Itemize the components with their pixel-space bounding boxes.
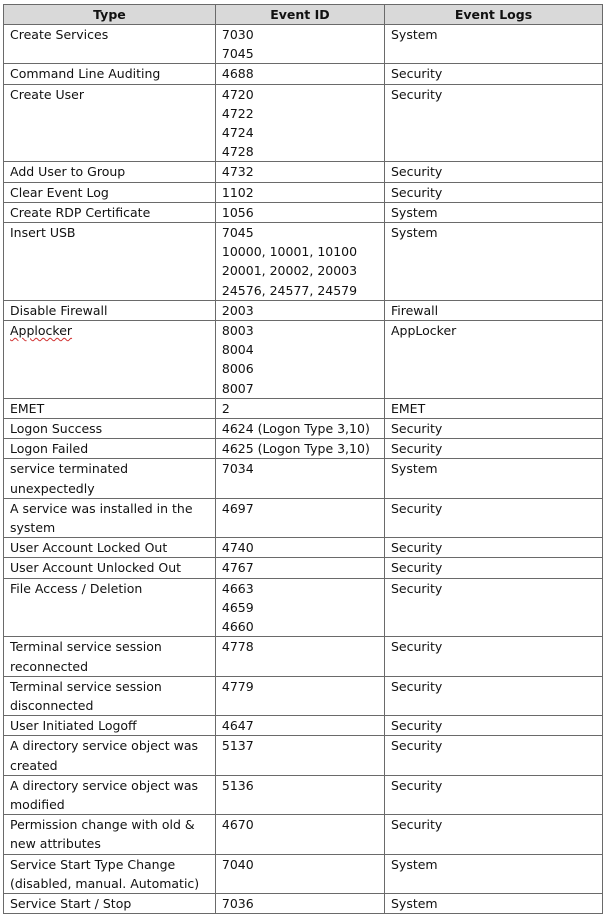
event-log-cell: [384, 321, 602, 399]
event-id-cell: [215, 637, 384, 676]
type-cell-line: Service Start Type Change: [10, 856, 176, 872]
header-row: [4, 5, 603, 25]
type-cell-line: created: [10, 757, 58, 773]
type-cell-line: unexpectedly: [10, 480, 95, 496]
event-log-cell-line: Security: [390, 441, 443, 457]
event-id-cell-line: 4720: [221, 86, 254, 102]
event-log-cell: [384, 459, 602, 498]
event-log-cell-line: Security: [390, 738, 443, 754]
type-cell: [4, 300, 216, 320]
event-id-cell: [215, 775, 384, 814]
event-id-cell-line: 4670: [221, 817, 254, 833]
event-log-cell: [384, 419, 602, 439]
event-log-cell-line: Security: [390, 184, 443, 200]
event-log-cell-line: Security: [390, 777, 443, 793]
table-body: [4, 25, 603, 914]
table-row: [4, 558, 603, 578]
event-log-cell: [384, 893, 602, 913]
event-id-cell-line: 4659: [221, 599, 254, 615]
type-cell: [4, 854, 216, 893]
type-cell-line: modified: [10, 796, 65, 812]
table-row: [4, 538, 603, 558]
type-cell: [4, 893, 216, 913]
event-id-cell-line: 7045: [221, 46, 254, 62]
event-log-cell-line: System: [390, 461, 438, 477]
type-cell-line: Create RDP Certificate: [10, 204, 151, 220]
event-log-cell: [384, 578, 602, 637]
event-id-cell-line: 4779: [221, 678, 254, 694]
table-row: [4, 736, 603, 775]
event-log-cell: [384, 736, 602, 775]
type-cell-line: reconnected: [10, 658, 89, 674]
event-id-cell: [215, 439, 384, 459]
event-id-cell-line: 4688: [221, 66, 254, 82]
event-id-cell-line: 1056: [221, 204, 254, 220]
type-cell-line: A directory service object was: [10, 738, 199, 754]
event-log-cell-line: Security: [390, 540, 443, 556]
type-cell: [4, 439, 216, 459]
event-id-cell: [215, 182, 384, 202]
table-row: [4, 182, 603, 202]
type-cell-line: Terminal service session: [10, 678, 162, 694]
event-id-cell-line: 4724: [221, 125, 254, 141]
event-id-cell-line: 5136: [221, 777, 254, 793]
type-cell: [4, 498, 216, 537]
event-log-cell-line: Security: [390, 66, 443, 82]
table-row: [4, 300, 603, 320]
event-log-cell-line: System: [390, 895, 438, 911]
type-cell-line: Permission change with old &: [10, 817, 195, 833]
event-id-cell-line: 7040: [221, 856, 254, 872]
event-id-cell: [215, 223, 384, 301]
header-event-logs: Event Logs: [384, 5, 602, 25]
type-cell-line: Applocker: [10, 323, 73, 339]
event-log-cell-line: Security: [390, 817, 443, 833]
event-id-cell-line: 4663: [221, 580, 254, 596]
type-cell-line: Logon Failed: [10, 441, 89, 457]
type-cell: [4, 716, 216, 736]
table-row: [4, 64, 603, 84]
event-log-cell-line: Security: [390, 500, 443, 516]
event-table: [3, 4, 603, 914]
type-cell: [4, 736, 216, 775]
event-log-cell-line: AppLocker: [390, 323, 457, 339]
table-row: [4, 775, 603, 814]
event-id-cell-line: 8004: [221, 342, 254, 358]
header-event-id: Event ID: [215, 5, 384, 25]
event-id-cell: [215, 202, 384, 222]
table-row: [4, 854, 603, 893]
type-cell: [4, 775, 216, 814]
table-row: [4, 321, 603, 399]
table-header: [4, 5, 603, 25]
event-id-cell-line: 1102: [221, 184, 254, 200]
event-log-cell-line: Security: [390, 560, 443, 576]
table-row: [4, 716, 603, 736]
event-log-cell-line: System: [390, 225, 438, 241]
event-id-cell-line: 7036: [221, 895, 254, 911]
type-cell: [4, 538, 216, 558]
type-cell-line: Insert USB: [10, 225, 76, 241]
type-cell-line: Disable Firewall: [10, 302, 108, 318]
type-cell-line: Add User to Group: [10, 164, 126, 180]
event-id-cell-line: 4722: [221, 105, 254, 121]
type-cell: [4, 202, 216, 222]
type-cell-line: Service Start / Stop: [10, 895, 132, 911]
event-id-cell: [215, 300, 384, 320]
table-row: [4, 578, 603, 637]
event-id-cell: [215, 321, 384, 399]
table-row: [4, 25, 603, 64]
type-cell-line: EMET: [10, 400, 45, 416]
event-id-cell-line: 2: [221, 400, 230, 416]
header-type: Type: [4, 5, 216, 25]
type-cell-line: A service was installed in the: [10, 500, 193, 516]
event-id-cell-line: 2003: [221, 302, 254, 318]
type-cell: [4, 815, 216, 854]
event-id-cell: [215, 815, 384, 854]
event-id-cell: [215, 25, 384, 64]
type-cell: [4, 419, 216, 439]
event-log-cell: [384, 162, 602, 182]
table-row: [4, 459, 603, 498]
event-log-cell: [384, 439, 602, 459]
type-cell-line: disconnected: [10, 697, 94, 713]
event-log-cell-line: Security: [390, 421, 443, 437]
event-log-cell: [384, 815, 602, 854]
event-id-cell-line: 4767: [221, 560, 254, 576]
event-id-cell: [215, 162, 384, 182]
event-id-cell-line: 10000, 10001, 10100: [221, 244, 358, 260]
type-cell-line: A directory service object was: [10, 777, 199, 793]
event-id-cell-line: 7030: [221, 27, 254, 42]
type-cell: [4, 637, 216, 676]
type-cell: [4, 25, 216, 64]
event-log-cell: [384, 637, 602, 676]
event-log-cell: [384, 716, 602, 736]
event-id-cell-line: 4625 (Logon Type 3,10): [221, 441, 370, 457]
table-row: [4, 202, 603, 222]
type-cell: [4, 162, 216, 182]
type-cell-line: Terminal service session: [10, 639, 162, 655]
event-id-cell-line: 4728: [221, 144, 254, 160]
event-log-cell: [384, 558, 602, 578]
event-id-cell-line: 4624 (Logon Type 3,10): [221, 421, 370, 437]
table-row: [4, 893, 603, 913]
type-cell-line: system: [10, 520, 56, 536]
event-id-cell: [215, 538, 384, 558]
table-row: [4, 162, 603, 182]
event-log-cell: [384, 398, 602, 418]
event-id-cell: [215, 676, 384, 715]
type-cell: [4, 182, 216, 202]
type-cell: [4, 398, 216, 418]
event-id-cell: [215, 498, 384, 537]
event-log-cell: [384, 84, 602, 162]
type-cell: [4, 64, 216, 84]
event-id-cell-line: 8007: [221, 380, 254, 396]
type-cell: [4, 223, 216, 301]
type-cell-line: (disabled, manual. Automatic): [10, 875, 200, 891]
event-log-cell-line: System: [390, 204, 438, 220]
table-row: [4, 815, 603, 854]
table-row: [4, 637, 603, 676]
event-log-cell: [384, 182, 602, 202]
type-cell: [4, 676, 216, 715]
event-id-cell: [215, 398, 384, 418]
type-cell-line: User Account Unlocked Out: [10, 560, 182, 576]
event-id-cell-line: 4778: [221, 639, 254, 655]
type-cell: [4, 321, 216, 399]
table-row: [4, 498, 603, 537]
event-log-cell-line: Firewall: [390, 302, 439, 318]
event-log-cell: [384, 223, 602, 301]
event-log-cell: [384, 64, 602, 84]
event-log-cell-line: Security: [390, 86, 443, 102]
table-row: [4, 84, 603, 162]
type-cell-line: Clear Event Log: [10, 184, 109, 200]
event-id-cell: [215, 459, 384, 498]
event-log-cell-line: Security: [390, 678, 443, 694]
table-row: [4, 419, 603, 439]
event-id-cell-line: 8006: [221, 361, 254, 377]
event-id-cell-line: 20001, 20002, 20003: [221, 263, 358, 279]
event-id-cell-line: 5137: [221, 738, 254, 754]
type-cell-line: service terminated: [10, 461, 129, 477]
type-cell: [4, 558, 216, 578]
event-log-cell-line: Security: [390, 718, 443, 734]
event-id-cell-line: 7045: [221, 225, 254, 241]
event-id-cell: [215, 716, 384, 736]
event-id-cell: [215, 419, 384, 439]
event-id-cell-line: 4697: [221, 500, 254, 516]
type-cell-line: new attributes: [10, 836, 101, 852]
event-id-cell: [215, 854, 384, 893]
event-log-cell-line: Security: [390, 639, 443, 655]
table-row: [4, 676, 603, 715]
type-cell-line: User Initiated Logoff: [10, 718, 137, 734]
event-log-cell: [384, 854, 602, 893]
type-cell-line: Create User: [10, 86, 84, 102]
event-id-cell: [215, 84, 384, 162]
event-log-cell-line: System: [390, 27, 438, 42]
event-id-cell-line: 4732: [221, 164, 254, 180]
table-row: [4, 223, 603, 301]
event-log-cell: [384, 25, 602, 64]
type-cell-line: Create Services: [10, 27, 109, 42]
event-id-cell: [215, 64, 384, 84]
type-cell: [4, 84, 216, 162]
event-id-cell-line: 8003: [221, 323, 254, 339]
event-id-cell-line: 24576, 24577, 24579: [221, 282, 358, 298]
event-log-cell: [384, 498, 602, 537]
event-log-cell-line: EMET: [390, 400, 426, 416]
type-cell: [4, 459, 216, 498]
type-cell-line: File Access / Deletion: [10, 580, 143, 596]
type-cell-line: Logon Success: [10, 421, 103, 437]
type-cell-line: Command Line Auditing: [10, 66, 161, 82]
event-log-cell-line: Security: [390, 580, 443, 596]
type-cell-line: User Account Locked Out: [10, 540, 168, 556]
table-row: [4, 398, 603, 418]
event-id-cell-line: 4647: [221, 718, 254, 734]
event-log-cell: [384, 676, 602, 715]
event-id-cell: [215, 736, 384, 775]
event-log-cell-line: Security: [390, 164, 443, 180]
event-id-cell: [215, 558, 384, 578]
event-id-cell-line: 4660: [221, 619, 254, 635]
event-log-cell: [384, 300, 602, 320]
event-log-cell: [384, 775, 602, 814]
event-id-cell-line: 4740: [221, 540, 254, 556]
event-log-cell: [384, 202, 602, 222]
event-id-cell: [215, 578, 384, 637]
event-log-cell: [384, 538, 602, 558]
table-row: [4, 439, 603, 459]
type-cell: [4, 578, 216, 637]
event-id-cell-line: 7034: [221, 461, 254, 477]
event-log-cell-line: System: [390, 856, 438, 872]
event-id-cell: [215, 893, 384, 913]
